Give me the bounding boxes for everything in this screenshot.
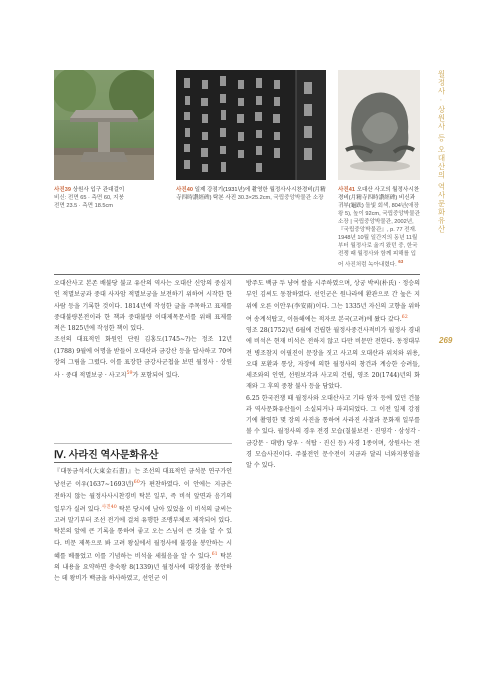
- left-column-bottom: [54, 466, 232, 642]
- photo-rubbing: [176, 70, 326, 180]
- caption-title: 일제 강점기(1931년)에 촬영한 월정사사시찬경비(月精寺四時讚經碑) 탁본 사진: [176, 187, 326, 201]
- footnote-ref: 62: [401, 314, 408, 320]
- chapter-side-title: 월정사 · 상원사 등 오대산의 역사문화유산: [437, 70, 446, 234]
- paragraph-text: 오대산사고 본존 배불당 불교 유산의 역사는 오대산 신앙의 중심지인 적멸보궁과 중대 사자암 적멸보궁을 보전하기 위하여 시작한 한 사람 등을 기록한 것이다. 1814년에 작성한 글을 주목하고 표제를 중대불량본전이라 한 책과 중대불량 이대제목문서를 위해 표제를 적은 1825년에 작성한 책이 있다.: [54, 280, 232, 332]
- caption-number: 사진40: [176, 187, 194, 193]
- paragraph: [246, 325, 420, 393]
- caption-number: 사진41: [338, 187, 356, 193]
- paragraph-text: 가 편찬하였다. 이 안에는 지금은 전하지 않는 월정사사시찬경비 탁본 일부, 즉 비석 앞면과 음기의 일부가 실려 있다.: [54, 481, 232, 513]
- section-heading: Ⅳ. 사라진 역사문화유산: [54, 450, 159, 461]
- heading-rule: [54, 443, 232, 444]
- divider-rule: [54, 274, 420, 275]
- photo-stone-table: [54, 70, 154, 180]
- paragraph-text: 조선의 대표적인 화원인 단원 김홍도(1745~?)는 정조 12년(1788) 9월에 어명을 받들어 오대산과 금강산 등을 답사하고 70여 장의 그림을 그렸다. 이를 표장한 금강사군첩을 보면 월정사 · 상원사 · 중대 적멸보궁 · 사고지: [54, 336, 232, 380]
- paragraph-text: 탁본의 내용을 요약하면 충숙왕 8(1339)년 월정사에 대장경을 봉안하는 데 왕비가 백금을 하사하였고, 선인군 이: [54, 552, 232, 583]
- heading-rule-bottom: [54, 462, 232, 463]
- page-number: 269: [439, 336, 453, 345]
- footnote-ref: 63: [398, 259, 404, 264]
- paragraph-text: 방주도 백금 두 냥여 쌀을 시주하였으며, 상궁 박씨(朴氏) · 정승의 부인 김씨도 동참하였다. 선인군은 원나라에 환관으로 간 높은 지위에 오른 이안우(李安雨)이다. 그는 1335년 자신의 고향을 위하여 송계석탑고, 이듬해에는 적자로 본국(고려)에 왔다 갔다.: [246, 280, 420, 323]
- paragraph: [54, 278, 232, 334]
- photo-ref: 사진40: [101, 504, 117, 510]
- footnote-ref: 61: [211, 551, 218, 557]
- caption-title: 상원사 입구 관대걸이: [72, 187, 125, 193]
- caption-41: [338, 186, 420, 269]
- paragraph: [246, 278, 420, 325]
- paragraph-text: 6.25 한국전쟁 때 월정사와 오대산사고 기타 암자 등에 있던 건물과 역사문화유산들이 소실되거나 파괴되었다. 그 이전 일제 강점기에 촬영한 몇 장의 사진을 통하여 사라진 사찰과 문화재 일부를 볼 수 있다. 월정사의 경우 전경 모습(칠불보전 · 진영각 · 삼성각 · 금강문 · 대방) 당우 · 석탑 · 진신 등) 사경 1종이며, 상원사는 전경 모습사진이다. 주불전인 문수전이 지금과 달리 너와지붕임을 알 수 있다.: [246, 394, 420, 470]
- footnote-ref: 60: [133, 480, 140, 486]
- caption-desc: 돌빛 회색, 804년(애장왕 5), 높이 92cm, 국립중앙박물관 소장 | 국립중앙박물관, 2002년,『국립중앙박물관』, p. 77 전재. 1948년 10월 일간지의 동년 11월부터 월정사로 옮겨 왔던 중, 한국전쟁 때 월정사와 함께 피해를 입어 사진처럼 녹아내렸다.: [338, 203, 421, 268]
- caption-number: 사진39: [54, 187, 72, 193]
- photo-turtle-base: [338, 70, 420, 180]
- paragraph-text: 『대동금석서(大東金石書)』는 조선의 대표적인 금석문 연구가인 낭선군 이우(1637~1693년): [54, 468, 232, 489]
- caption-desc: 비신: 전면 65 · 측면 60, 지붕 전면 23.5 · 측면 18.5cm: [54, 195, 124, 209]
- left-column-top: [54, 278, 232, 420]
- caption-title: 오대산 사고의 월정사시찬경비(月精寺四時讚經碑) 비신과 귀부(龜趺): [338, 187, 420, 209]
- paragraph: [54, 334, 232, 381]
- footnote-ref: 59: [126, 371, 133, 376]
- paragraph-text: 탁본 당시에 남아 있었을 이 비석의 글씨는 고려 말기부터 조선 전기에 걸쳐 유행한 조맹부체로 제작되어 있다. 탁본의 앞에 큰 기록을 통하여 좋고 오는 스님이 큰 것을 알 수 있다. 비문 제목으로 봐 고려 왕실에서 월정사에 불경을 봉안하는 시혜를 베풀었고 이를 기념하는 비석을 세웠음을 알 수 있다.: [54, 505, 232, 560]
- paragraph-text: 가 포함되어 있다.: [132, 372, 180, 380]
- right-column: [246, 278, 420, 540]
- caption-40: [176, 186, 326, 202]
- paragraph: [246, 393, 420, 472]
- paragraph: [54, 466, 232, 585]
- caption-desc: 30.3×25.2cm, 국립중앙박물관 소장: [237, 195, 324, 201]
- caption-39: [54, 186, 164, 210]
- paragraph-text: 영조 28(1752)년 6월에 건립한 월정사중건사적비가 월정사 경내에 비석은 현재 비석은 전하지 않고 다만 비문만 전한다. 동정대부 전 병조참지 이필진이 문장을 짓고 사고의 오대산과 위치와 위용, 오대 포환과 통상, 자장에 의한 월정사의 창건과 계승한 승려들, 세조와의 인연, 선원보각과 사고의 건립, 영조 20(1744)년의 화재와 그 후의 중창 불사 등을 담았다.: [246, 327, 420, 391]
